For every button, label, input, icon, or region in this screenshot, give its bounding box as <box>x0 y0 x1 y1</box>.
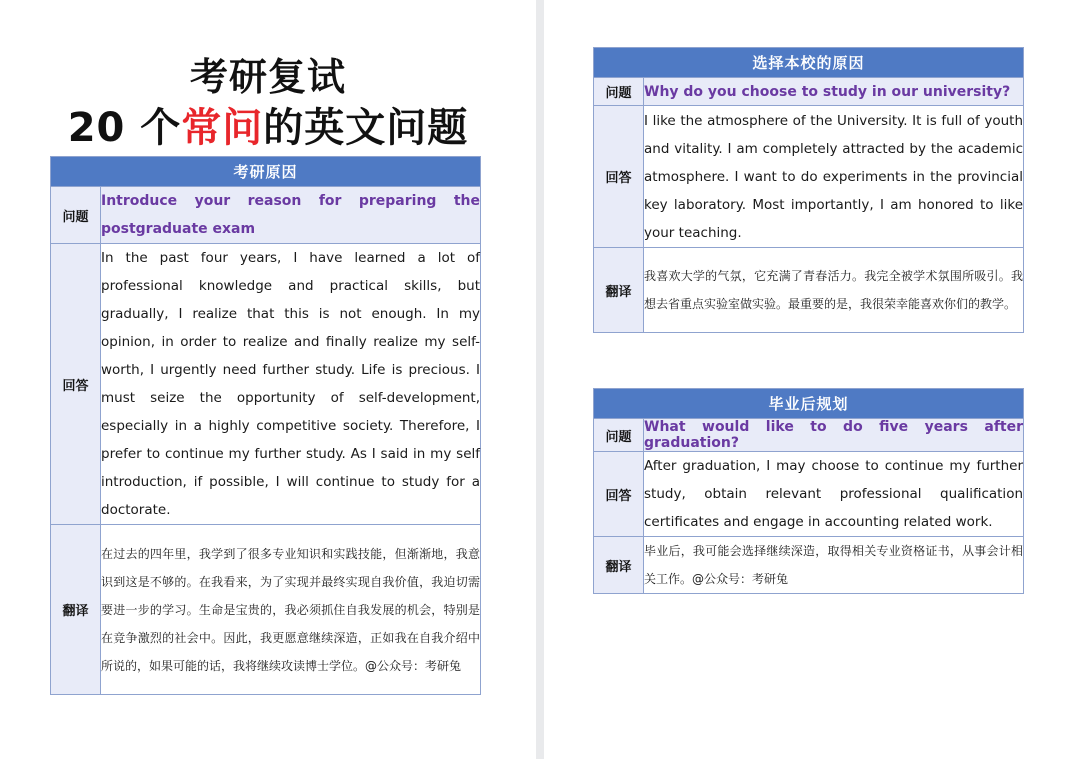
answer-label: 回答 <box>51 244 101 525</box>
answer-label: 回答 <box>594 106 644 248</box>
question-label: 问题 <box>51 187 101 244</box>
translation-label: 翻译 <box>51 525 101 695</box>
question-label: 问题 <box>594 419 644 452</box>
question-text: Why do you choose to study in our university? <box>644 78 1024 106</box>
translation-label: 翻译 <box>594 248 644 333</box>
translation-text: 我喜欢大学的气氛，它充满了青春活力。我完全被学术氛围所吸引。我想去省重点实验室做实验。最重要的是，我很荣幸能喜欢你们的教学。 <box>644 248 1024 333</box>
section-header: 考研原因 <box>51 157 481 187</box>
question-text: What would like to do five years after graduation? <box>644 419 1024 451</box>
title-highlight: 常问 <box>181 105 264 151</box>
title-suffix: 的英文问题 <box>263 105 469 151</box>
section-header: 选择本校的原因 <box>594 48 1024 78</box>
translation-label: 翻译 <box>594 537 644 594</box>
title-line-2 <box>0 96 536 153</box>
right-page <box>544 0 1080 759</box>
section-header: 毕业后规划 <box>594 389 1024 419</box>
title-prefix: 20 个 <box>67 105 182 151</box>
answer-text: After graduation, I may choose to continue my further study, obtain relevant professional qualification certificates and engage in accounting related work. <box>644 452 1024 537</box>
title-line-1 <box>0 46 536 101</box>
question-label: 问题 <box>594 78 644 106</box>
answer-text: In the past four years, I have learned a lot of professional knowledge and practical skills, but gradually, I realize that this is not enough. In my opinion, in order to realize and finally realize my self-worth, I urgently need further study. Life is precious. I must seize the opportunity of self-development, especially in a highly competitive society. Therefore, I prefer to continue my further study. As I said in my self introduction, if possible, I will continue to study for a doctorate. <box>101 244 481 525</box>
answer-label: 回答 <box>594 452 644 537</box>
answer-text: I like the atmosphere of the University. It is full of youth and vitality. I am completely attracted by the academic atmosphere. I want to do experiments in the provincial key laboratory. Most importantly, I am honored to like your teaching. <box>644 106 1024 248</box>
qa-table-exam-reason <box>50 156 481 695</box>
qa-table-post-graduation <box>593 388 1024 594</box>
left-page <box>0 0 536 759</box>
translation-text: 毕业后，我可能会选择继续深造，取得相关专业资格证书，从事会计相关工作。@公众号：考研兔 <box>644 537 1024 594</box>
translation-text: 在过去的四年里，我学到了很多专业知识和实践技能，但渐渐地，我意识到这是不够的。在我看来，为了实现并最终实现自我价值，我迫切需要进一步的学习。生命是宝贵的，我必须抓住自我发展的机会，特别是在竞争激烈的社会中。因此，我更愿意继续深造，正如我在自我介绍中所说的，如果可能的话，我将继续攻读博士学位。@公众号：考研兔 <box>101 525 481 695</box>
title-text: 考研复试 <box>189 55 346 99</box>
question-text: Introduce your reason for preparing the postgraduate exam <box>101 187 481 244</box>
qa-table-choose-university <box>593 47 1024 333</box>
